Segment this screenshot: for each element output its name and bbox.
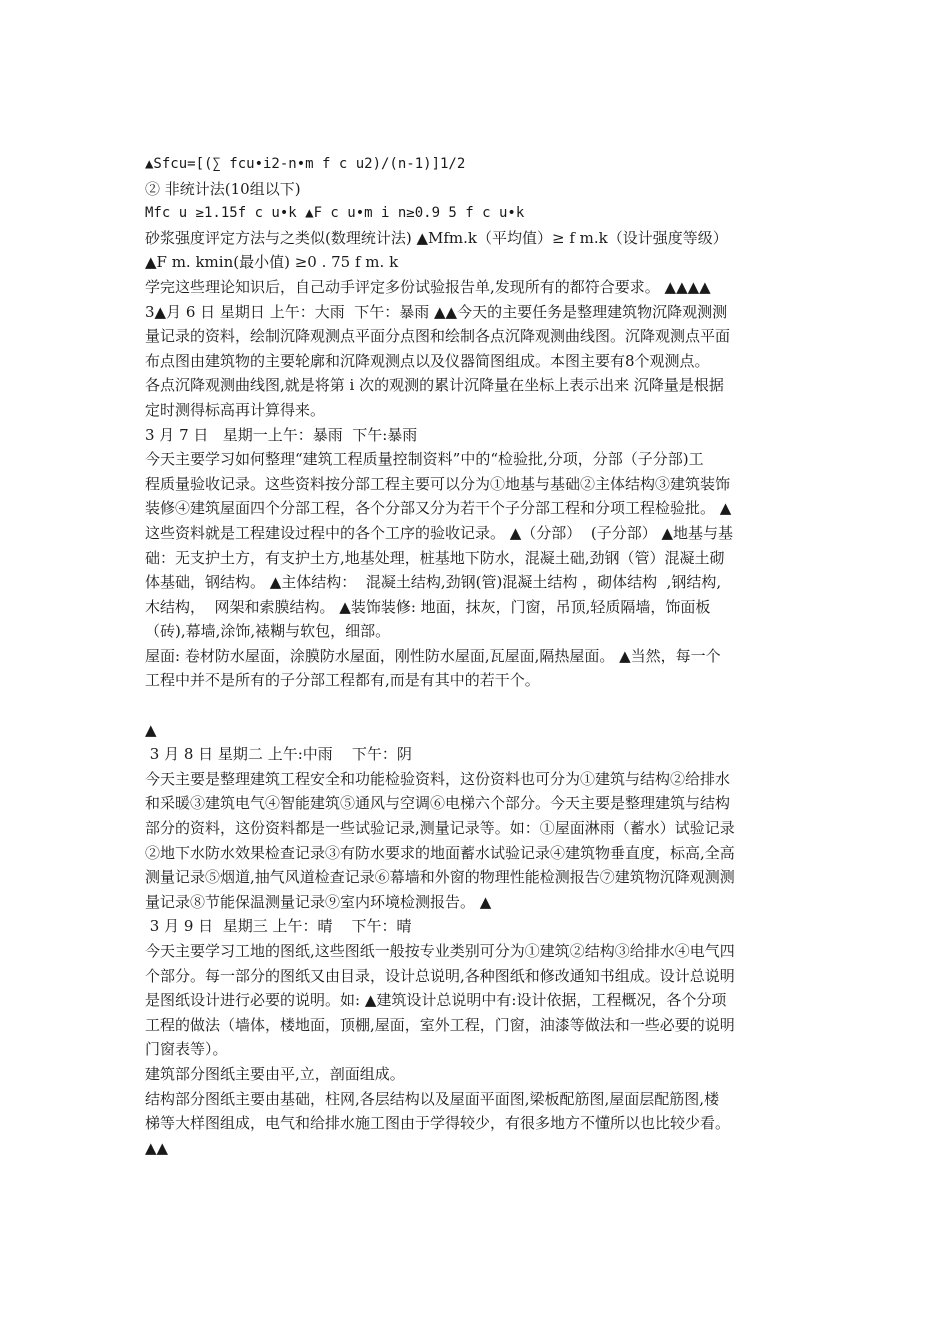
date-heading: 3 月 9 日 星期三 上午：晴 下午：晴 — [145, 917, 412, 936]
text-line: 门窗表等）。 — [145, 1040, 228, 1059]
text-line: 是图纸设计进行必要的说明。如: ▲建筑设计总说明中有:设计依据，工程概况，各个分项 — [145, 991, 727, 1010]
text-line: 梯等大样图组成，电气和给排水施工图由于学得较少，有很多地方不懂所以也比较少看。 — [145, 1114, 731, 1133]
text-line: 结构部分图纸主要由基础，柱网,各层结构以及屋面平面图,梁板配筋图,屋面层配筋图,楼 — [145, 1089, 720, 1108]
text-line: 布点图由建筑物的主要轮廓和沉降观测点以及仪器简图组成。本图主要有8个观测点。 — [145, 351, 710, 370]
text-line: 今天主要是整理建筑工程安全和功能检验资料，这份资料也可分为①建筑与结构②给排水 — [145, 769, 731, 788]
text-line: ②地下水防水效果检查记录③有防水要求的地面蓄水试验记录④建筑物垂直度，标高,全高 — [145, 843, 735, 862]
text-line: 测量记录⑤烟道,抽气风道检查记录⑥幕墙和外窗的物理性能检测报告⑦建筑物沉降观测测 — [145, 868, 735, 887]
text-line: 今天主要学习如何整理“建筑工程质量控制资料”中的“检验批,分项，分部（子分部)工 — [145, 450, 704, 469]
text-line: 砂浆强度评定方法与之类似(数理统计法) ▲Mfm.k（平均值）≥ f m.k（设计强度等级） — [145, 228, 728, 247]
text-line: 工程中并不是所有的子分部工程都有,而是有其中的若干个。 — [145, 671, 540, 690]
text-line: 这些资料就是工程建设过程中的各个工序的验收记录。 ▲（分部） (子分部） ▲地基与基 — [145, 523, 733, 542]
text-line: ▲Sfcu=[(∑ fcu•i2-n•m f c u2)/(n-1)]1/2 — [145, 156, 466, 172]
text-line: 今天主要学习工地的图纸,这些图纸一般按专业类别可分为①建筑②结构③给排水④电气四 — [145, 942, 735, 960]
text-line: 木结构， 网架和索膜结构。 ▲装饰装修: 地面，抹灰，门窗，吊顶,轻质隔墙，饰面板 — [145, 597, 711, 616]
text-line: （砖),幕墙,涂饰,裱糊与软包，细部。 — [145, 622, 391, 641]
text-line: 装修④建筑屋面四个分部工程，各个分部又分为若干个子分部工程和分项工程检验批。 ▲ — [145, 499, 732, 518]
text-line: 个部分。每一部分的图纸又由目录，设计总说明,各种图纸和修改通知书组成。设计总说明 — [145, 966, 735, 985]
text-line: Mfc u ≥1.15f c u•k ▲F c u•m i n≥0.9 5 f c u•k — [145, 205, 525, 222]
text-line: 屋面: 卷材防水屋面，涂膜防水屋面，刚性防水屋面,瓦屋面,隔热屋面。 ▲当然，每一个 — [145, 646, 721, 665]
text-line: 学完这些理论知识后，自己动手评定多份试验报告单,发现所有的都符合要求。 ▲▲▲▲ — [145, 277, 711, 296]
date-heading: 3 月 7 日 星期一上午：暴雨 下午:暴雨 — [145, 425, 418, 444]
marker-line: ▲ — [145, 720, 157, 739]
text-line: 和采暖③建筑电气④智能建筑⑤通风与空调⑥电梯六个部分。今天主要是整理建筑与结构 — [145, 794, 731, 813]
date-heading: 3 月 8 日 星期二 上午:中雨 下午：阴 — [145, 745, 412, 764]
text-line: 程质量验收记录。这些资料按分部工程主要可以分为①地基与基础②主体结构③建筑装饰 — [145, 474, 731, 493]
text-line: 体基础，钢结构。 ▲主体结构： 混凝土结构,劲钢(管)混凝土结构 ，砌体结构 ,钢结构, — [145, 573, 722, 592]
document-body — [145, 152, 810, 1160]
text-line: 定时测得标高再计算得来。 — [145, 400, 326, 419]
text-line: 3▲月 6 日 星期日 上午：大雨 下午：暴雨 ▲▲今天的主要任务是整理建筑物沉降观测测 — [145, 302, 728, 321]
text-line: 量记录的资料，绘制沉降观测点平面分点图和绘制各点沉降观测曲线图。沉降观测点平面 — [145, 327, 731, 346]
text-line: 量记录⑧节能保温测量记录⑨室内环境检测报告。 ▲ — [145, 892, 492, 911]
blank-line — [145, 693, 810, 718]
text-line: 建筑部分图纸主要由平,立，剖面组成。 — [145, 1064, 405, 1083]
text-line: ▲F m. kmin(最小值) ≥0 . 75 f m. k — [145, 253, 399, 272]
marker-line: ▲▲ — [145, 1138, 169, 1157]
text-line: ② 非统计法(10组以下) — [145, 179, 301, 198]
text-line: 部分的资料，这份资料都是一些试验记录,测量记录等。如：①屋面淋雨（蓄水）试验记录 — [145, 819, 735, 838]
text-line: 础：无支护土方，有支护土方,地基处理，桩基地下防水，混凝土础,劲钢（管）混凝土砌 — [145, 548, 725, 567]
text-line: 工程的做法（墙体，楼地面，顶棚,屋面，室外工程，门窗，油漆等做法和一些必要的说明 — [145, 1015, 735, 1034]
text-line: 各点沉降观测曲线图,就是将第 i 次的观测的累计沉降量在坐标上表示出来 沉降量是根据 — [145, 376, 724, 395]
